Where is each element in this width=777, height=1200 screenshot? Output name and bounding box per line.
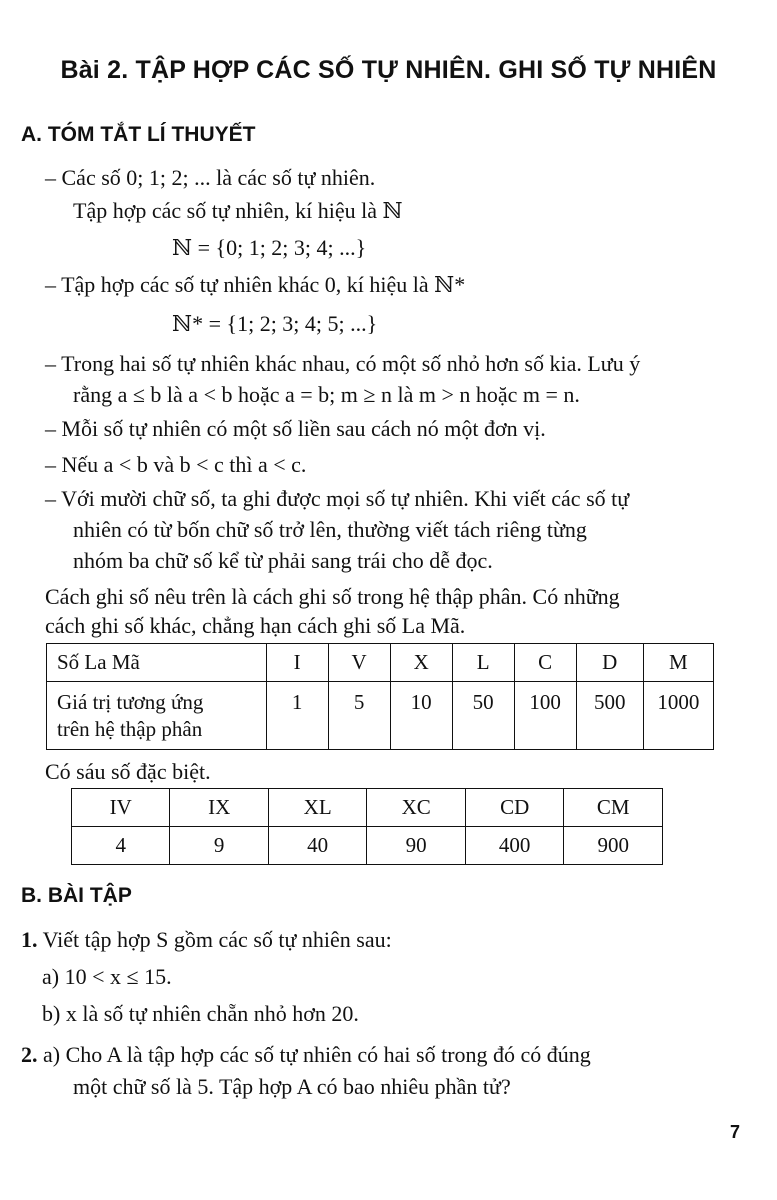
roman-symbol-cell: C — [514, 644, 576, 682]
theory-line-10: nhóm ba chữ số kể từ phải sang trái cho dễ đọc. — [73, 548, 493, 573]
theory-line-5: rằng a ≤ b là a < b hoặc a = b; m ≥ n là m > n hoặc m = n. — [73, 382, 580, 407]
special-symbol-row — [72, 789, 663, 827]
section-b-heading: B. BÀI TẬP — [21, 884, 132, 907]
special-symbol-cell: CM — [564, 789, 663, 827]
roman-value-cell: 5 — [328, 682, 390, 750]
theory-line-1: – Các số 0; 1; 2; ... là các số tự nhiên. — [45, 165, 376, 190]
exercise-2 — [21, 1040, 591, 1069]
roman-symbol-cell: V — [328, 644, 390, 682]
theory-line-6: – Mỗi số tự nhiên có một số liền sau cách nó một đơn vị. — [45, 416, 546, 441]
exercise-1a: a) 10 < x ≤ 15. — [42, 964, 172, 989]
roman-value-cell: 50 — [452, 682, 514, 750]
special-symbol-cell: IX — [170, 789, 268, 827]
roman-symbol-row — [47, 644, 714, 682]
exercise-1 — [21, 925, 392, 954]
special-value-cell: 40 — [268, 827, 367, 865]
roman-header-label: Số La Mã — [47, 644, 267, 682]
special-symbol-cell: IV — [72, 789, 170, 827]
theory-line-3: – Tập hợp các số tự nhiên khác 0, kí hiệu là ℕ* — [45, 272, 466, 297]
exercise-2-number: 2. — [21, 1042, 38, 1067]
roman-value-label-line-1: Giá trị tương ứng — [57, 689, 204, 714]
roman-value-label — [47, 682, 267, 750]
exercise-1-number: 1. — [21, 927, 38, 952]
special-intro: Có sáu số đặc biệt. — [45, 759, 211, 784]
page-title: Bài 2. TẬP HỢP CÁC SỐ TỰ NHIÊN. GHI SỐ TỰ NHIÊN — [60, 56, 717, 84]
special-symbol-cell: XL — [268, 789, 367, 827]
exercise-2-text-line-1: a) Cho A là tập hợp các số tự nhiên có hai số trong đó có đúng — [43, 1042, 591, 1067]
special-value-cell: 400 — [465, 827, 564, 865]
roman-symbol-cell: D — [576, 644, 643, 682]
page-number: 7 — [730, 1122, 741, 1142]
special-value-cell: 9 — [170, 827, 268, 865]
special-value-cell: 900 — [564, 827, 663, 865]
roman-numeral-table — [46, 643, 714, 750]
theory-line-7: – Nếu a < b và b < c thì a < c. — [45, 452, 307, 477]
exercise-1b: b) x là số tự nhiên chẵn nhỏ hơn 20. — [42, 1001, 359, 1026]
theory-line-2: Tập hợp các số tự nhiên, kí hiệu là ℕ — [73, 198, 403, 223]
exercise-2-text-line-2: một chữ số là 5. Tập hợp A có bao nhiêu phần tử? — [73, 1074, 511, 1099]
roman-symbol-cell: X — [390, 644, 452, 682]
special-value-cell: 4 — [72, 827, 170, 865]
roman-value-cell: 100 — [514, 682, 576, 750]
section-a-heading: A. TÓM TẮT LÍ THUYẾT — [21, 123, 256, 146]
roman-value-label-line-2: trên hệ thập phân — [57, 716, 203, 741]
special-numbers-table — [71, 788, 663, 865]
theory-line-9: nhiên có từ bốn chữ số trở lên, thường viết tách riêng từng — [73, 517, 587, 542]
roman-value-row — [47, 682, 714, 750]
theory-set-n-star: ℕ* = {1; 2; 3; 4; 5; ...} — [172, 311, 378, 336]
special-value-row — [72, 827, 663, 865]
theory-line-11: Cách ghi số nêu trên là cách ghi số trong hệ thập phân. Có những — [45, 584, 620, 609]
roman-value-cell: 500 — [576, 682, 643, 750]
exercise-1-text: Viết tập hợp S gồm các số tự nhiên sau: — [42, 927, 392, 952]
roman-symbol-cell: I — [266, 644, 328, 682]
theory-set-n: ℕ = {0; 1; 2; 3; 4; ...} — [172, 235, 367, 260]
special-value-cell: 90 — [367, 827, 466, 865]
theory-line-4: – Trong hai số tự nhiên khác nhau, có một số nhỏ hơn số kia. Lưu ý — [45, 351, 641, 376]
special-symbol-cell: CD — [465, 789, 564, 827]
theory-line-8: – Với mười chữ số, ta ghi được mọi số tự nhiên. Khi viết các số tự — [45, 486, 630, 511]
theory-line-12: cách ghi số khác, chẳng hạn cách ghi số La Mã. — [45, 613, 466, 638]
roman-value-cell: 1 — [266, 682, 328, 750]
roman-symbol-cell: L — [452, 644, 514, 682]
roman-value-cell: 1000 — [643, 682, 713, 750]
roman-symbol-cell: M — [643, 644, 713, 682]
roman-value-cell: 10 — [390, 682, 452, 750]
special-symbol-cell: XC — [367, 789, 466, 827]
